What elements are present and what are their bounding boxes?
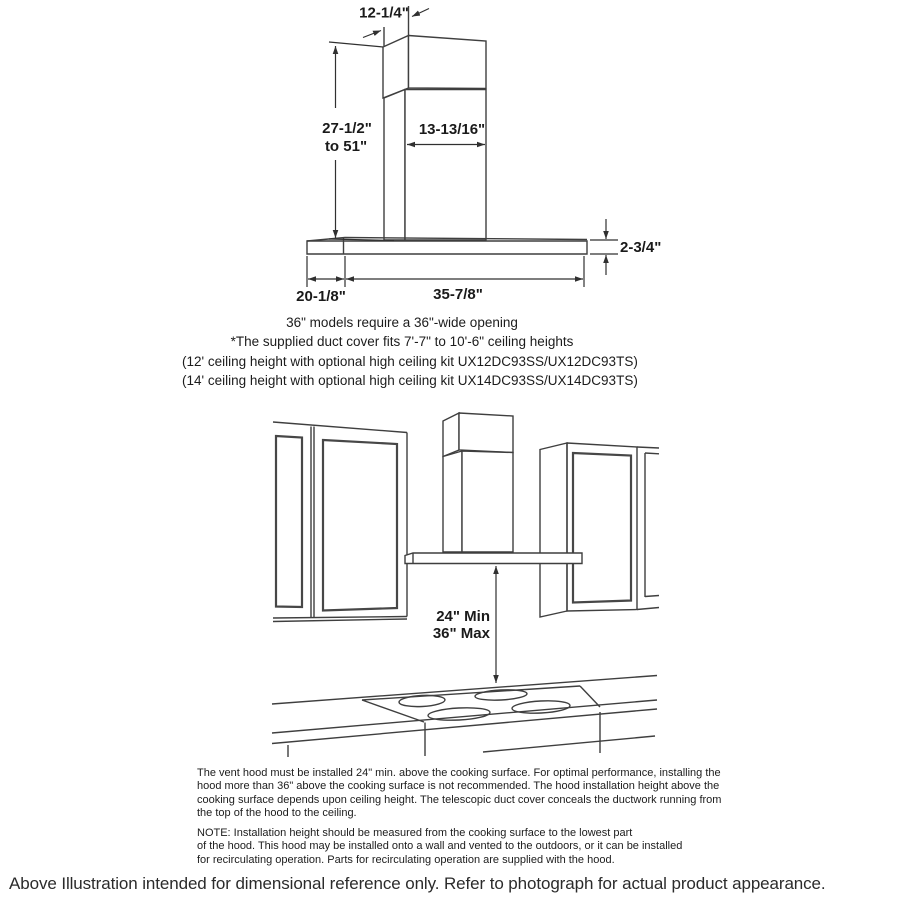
countertop-back-edge (272, 676, 657, 705)
burner-back-right (475, 689, 527, 702)
paragraph-line: The vent hood must be installed 24" min. above the cooking surface. For optimal performance, installing the (197, 767, 721, 779)
clearance-max-label: 36" Max (432, 625, 490, 642)
install-duct (443, 413, 513, 552)
right-cabinet-side-face (540, 443, 567, 617)
body-height-label: 2-3/4" (620, 239, 662, 256)
note-kit-12ft: (12' ceiling height with optional high ceiling kit UX12DC93SS/UX12DC93TS) (182, 353, 638, 369)
right-upper-cabinet (540, 443, 659, 617)
footer-disclaimer: Above Illustration intended for dimensional reference only. Refer to photograph for actual product appearance. (9, 874, 826, 893)
duct-width-label: 13-13/16" (418, 121, 486, 138)
install-duct-side (443, 451, 462, 552)
body-depth-label: 20-1/8" (296, 288, 346, 305)
body-width-label: 35-7/8" (433, 286, 483, 303)
countertop-front-top-edge (272, 700, 657, 733)
paragraph-line: the top of the hood to the ceiling. (197, 807, 357, 820)
height-range-label-1: 27-1/2" (322, 120, 372, 137)
burner-front-left (428, 706, 491, 721)
note-line: of the hood. This hood may be installed onto a wall and vented to the outdoors, or it can be installed (197, 840, 683, 853)
note-line: for recirculating operation. Parts for recirculating operation are supplied with the hood. (197, 853, 615, 866)
install-duct-cover-front (459, 413, 513, 453)
duct-side-face (384, 90, 405, 241)
right-cabinet-door-panel (573, 453, 631, 603)
installation-paragraph (197, 767, 721, 821)
installation-note (197, 827, 682, 867)
duct-depth-arrow-right (412, 9, 429, 17)
left-cabinet-door-panel-partial (276, 436, 302, 607)
duct-cover-side-face (383, 36, 409, 99)
installation-view (272, 413, 659, 757)
height-ext-top (329, 42, 383, 47)
base-drawer-edge (483, 736, 655, 752)
paragraph-line: cooking surface depends upon ceiling height. The telescopic duct cover conceals the ductwork running from (197, 793, 722, 806)
model-notes (182, 313, 638, 391)
countertop (272, 676, 657, 744)
height-range-label-2: to 51" (324, 138, 368, 155)
hood-body (307, 241, 587, 254)
note-opening-width: 36" models require a 36"-wide opening (286, 315, 518, 330)
cooktop (362, 686, 600, 722)
right-cabinet-front-face (567, 443, 637, 611)
left-upper-cabinet (273, 422, 407, 622)
note-line: NOTE: Installation height should be measured from the cooking surface to the lowest part (197, 827, 633, 839)
duct-depth-label: 12-1/4" (359, 4, 409, 22)
paragraph-line: hood more than 36" above the cooking surface is not recommended. The hood installation height above the (197, 780, 720, 793)
install-duct-cover-side (443, 413, 459, 457)
duct-cover-front-face (409, 36, 487, 89)
note-duct-cover-fit: *The supplied duct cover fits 7'-7" to 10'-6" ceiling heights (230, 334, 574, 350)
note-kit-14ft: (14' ceiling height with optional high ceiling kit UX14DC93SS/UX14DC93TS) (182, 373, 638, 389)
countertop-front-bottom-edge (272, 709, 657, 744)
clearance-min-label: 24" Min (436, 608, 490, 625)
install-hood-slab (405, 553, 582, 564)
install-hood-body (405, 553, 582, 564)
install-duct-front (462, 451, 513, 552)
duct-depth-arrow-left (363, 31, 381, 38)
duct-front-face (405, 90, 486, 241)
left-cabinet-door-panel (323, 440, 397, 611)
burner-front-right (512, 699, 571, 714)
